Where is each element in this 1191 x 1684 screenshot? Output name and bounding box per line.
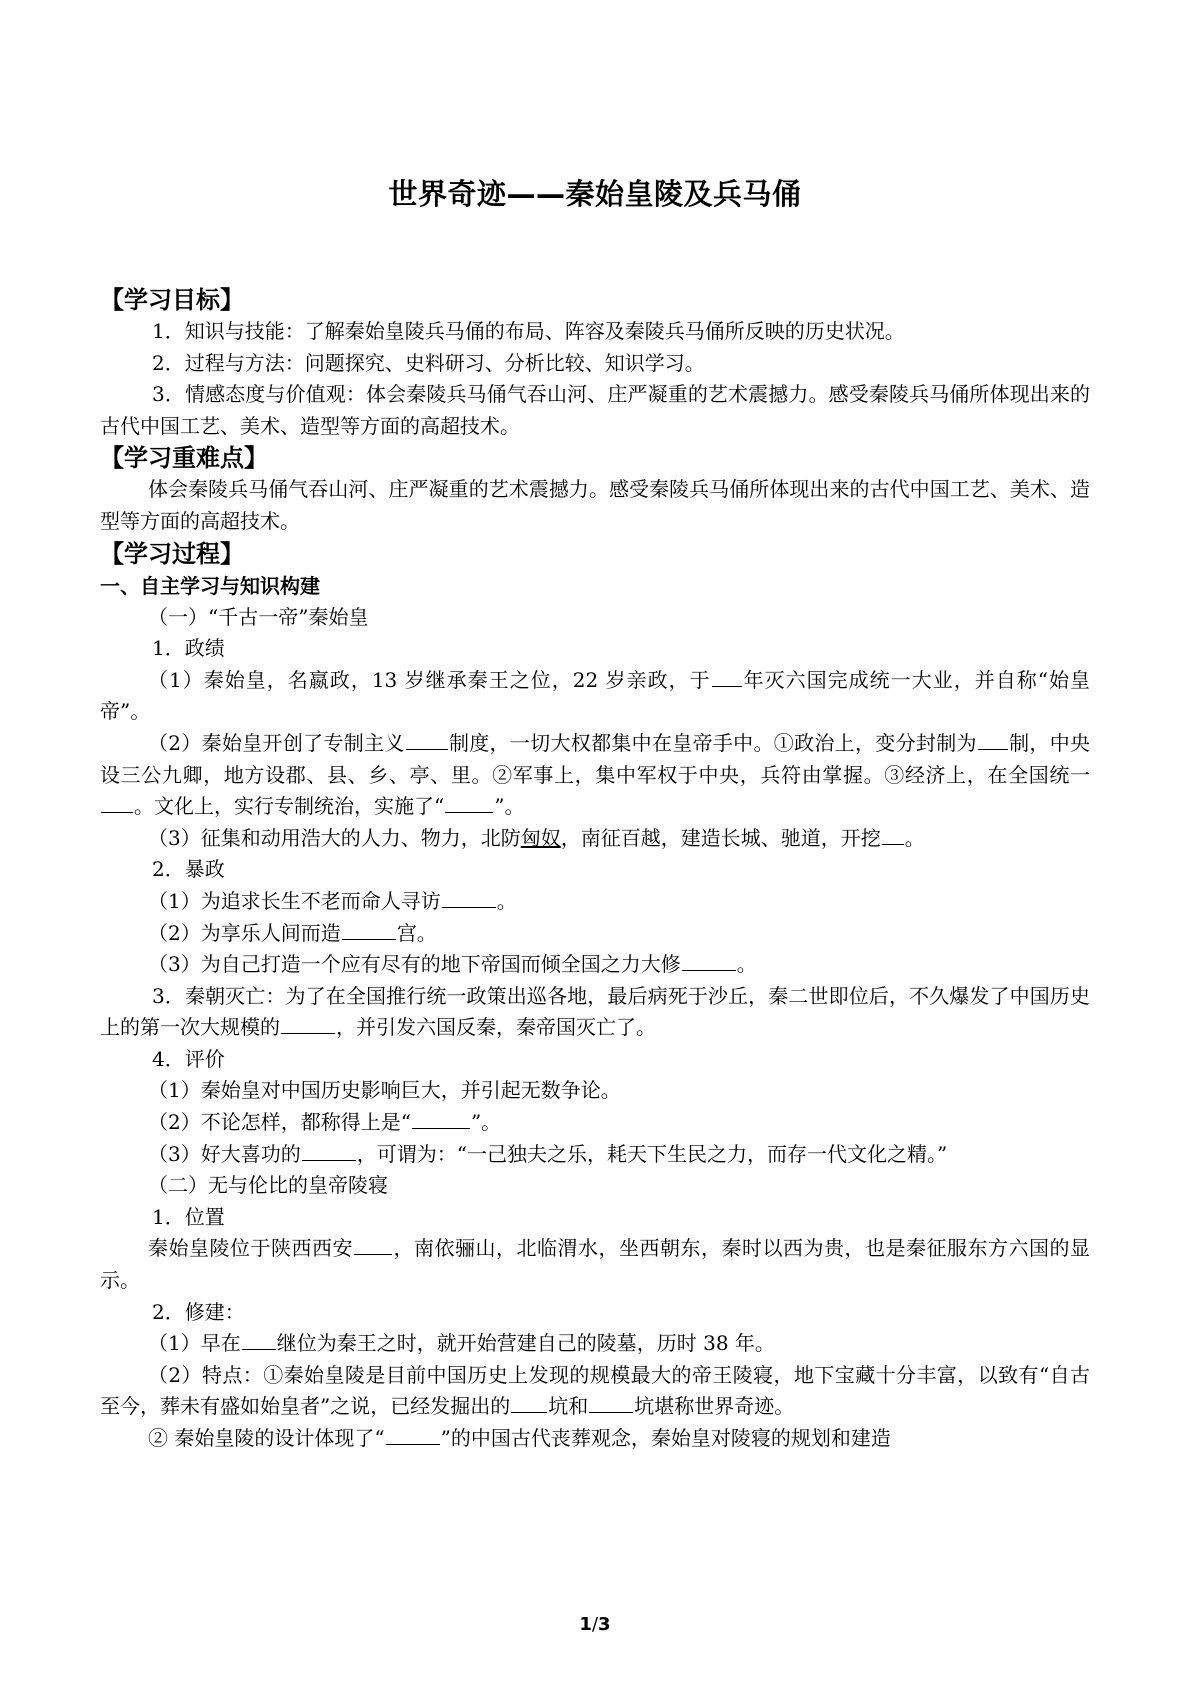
politics-item-1: （1）秦始皇，名嬴政，13 岁继承秦王之位，22 岁亲政，于 年灭六国完成统一大业，并自称“始皇帝”。 (100, 667, 1090, 724)
construction-item-2: （2）特点：①秦始皇陵是目前中国历史上发现的规模最大的帝王陵寝，地下宝藏十分丰富，以致有“自古至今，葬未有盛如始皇者”之说，已经发掘出的 坑和 坑堪称世界奇迹。 (100, 1362, 1090, 1419)
tyranny-heading: 2．暴政 (152, 857, 225, 882)
heading-learning-process: 【学习过程】 (100, 539, 244, 568)
heading-learning-goals: 【学习目标】 (100, 286, 244, 314)
fill-blank (511, 1392, 547, 1413)
fill-blank (442, 887, 496, 908)
dynasty-fall: 3．秦朝灭亡：为了在全国推行统一政策出巡各地，最后病死于沙丘，秦二世即位后，不久爆发了中国历史上的第一次大规模的 ，并引发六国反秦，秦帝国灭亡了。 (100, 983, 1090, 1040)
fill-blank (302, 1140, 356, 1161)
evaluation-item-2: （2）不论怎样，都称得上是“ ”。 (148, 1110, 502, 1135)
construction-item-3: ② 秦始皇陵的设计体现了“ ”的中国古代丧葬观念，秦始皇对陵寝的规划和建造 (148, 1426, 891, 1450)
heading-key-points: 【学习重难点】 (100, 444, 268, 473)
subsection-1-heading: （一）“千古一帝”秦始皇 (148, 604, 369, 629)
page-current: 1 (579, 1614, 592, 1635)
location-text: 秦始皇陵位于陕西西安 ，南依骊山，北临渭水，坐西朝东，秦时以西为贵，也是秦征服东方六国的显示。 (100, 1236, 1090, 1293)
key-points-text: 体会秦陵兵马俑气吞山河、庄严凝重的艺术震撼力。感受秦陵兵马俑所体现出来的古代中国工艺、美术、造型等方面的高超技术。 (100, 477, 1090, 533)
politics-item-3: （3）征集和动用浩大的人力、物力，北防匈奴，南征百越，建造长城、驰道，开挖 。 (148, 825, 925, 850)
goal-item-3: 3．情感态度与价值观：体会秦陵兵马俑气吞山河、庄严凝重的艺术震撼力。感受秦陵兵马俑所体现出来的古代中国工艺、美术、造型等方面的高超技术。 (100, 382, 1090, 438)
location-heading: 1．位置 (152, 1204, 225, 1229)
fill-blank (589, 1392, 633, 1413)
construction-heading: 2．修建： (152, 1299, 245, 1324)
tyranny-item-1: （1）为追求长生不老而命人寻访 。 (148, 888, 517, 913)
fill-blank (445, 792, 493, 813)
fill-blank (882, 824, 904, 845)
fill-blank (406, 729, 448, 750)
politics-heading: 1．政绩 (152, 636, 225, 661)
goal-item-2: 2．过程与方法：问题探究、史料研习、分析比较、知识学习。 (152, 350, 705, 375)
evaluation-item-1: （1）秦始皇对中国历史影响巨大，并引起无数争论。 (148, 1078, 621, 1103)
fill-blank (101, 792, 133, 813)
subsection-2-heading: （二）无与伦比的皇帝陵寝 (148, 1173, 388, 1198)
tyranny-item-2: （2）为享乐人间而造 宫。 (148, 920, 437, 945)
fill-blank (712, 666, 742, 687)
page-separator: / (591, 1614, 599, 1635)
politics-item-2: （2）秦始皇开创了专制主义 制度，一切大权都集中在皇帝手中。①政治上，变分封制为 制，中央设三公九卿，地方设郡、县、乡、亭、里。②军事上，集中军权于中央，兵符由掌握。③经济上，在全国统一。文化上，实行专制统治，实施了“ ”。 (100, 730, 1091, 819)
page-total: 3 (598, 1614, 611, 1635)
fill-blank (386, 1424, 440, 1445)
tyranny-item-3: （3）为自己打造一个应有尽有的地下帝国而倾全国之力大修 。 (148, 952, 757, 977)
part-1-heading: 一、自主学习与知识构建 (100, 573, 320, 598)
fill-blank (354, 1234, 392, 1255)
construction-item-1: （1）早在 继位为秦王之时，就开始营建自己的陵墓，历时 38 年。 (148, 1331, 775, 1356)
document-page (100, 0, 1090, 1684)
fill-blank (242, 1329, 276, 1350)
page-title: 世界奇迹——秦始皇陵及兵马俑 (388, 177, 802, 211)
fill-blank (281, 1013, 335, 1034)
evaluation-heading: 4．评价 (152, 1046, 225, 1071)
fill-blank (342, 919, 396, 940)
document-body (100, 284, 1090, 1455)
fill-blank (978, 729, 1008, 750)
page-number (100, 1614, 1090, 1635)
fill-blank (682, 950, 736, 971)
evaluation-item-3: （3）好大喜功的 ，可谓为：“一己独夫之乐，耗天下生民之力，而存一代文化之精。” (148, 1141, 948, 1166)
goal-item-1: 1．知识与技能：了解秦始皇陵兵马俑的布局、阵容及秦陵兵马俑所反映的历史状况。 (152, 319, 905, 343)
fill-blank (412, 1108, 470, 1129)
